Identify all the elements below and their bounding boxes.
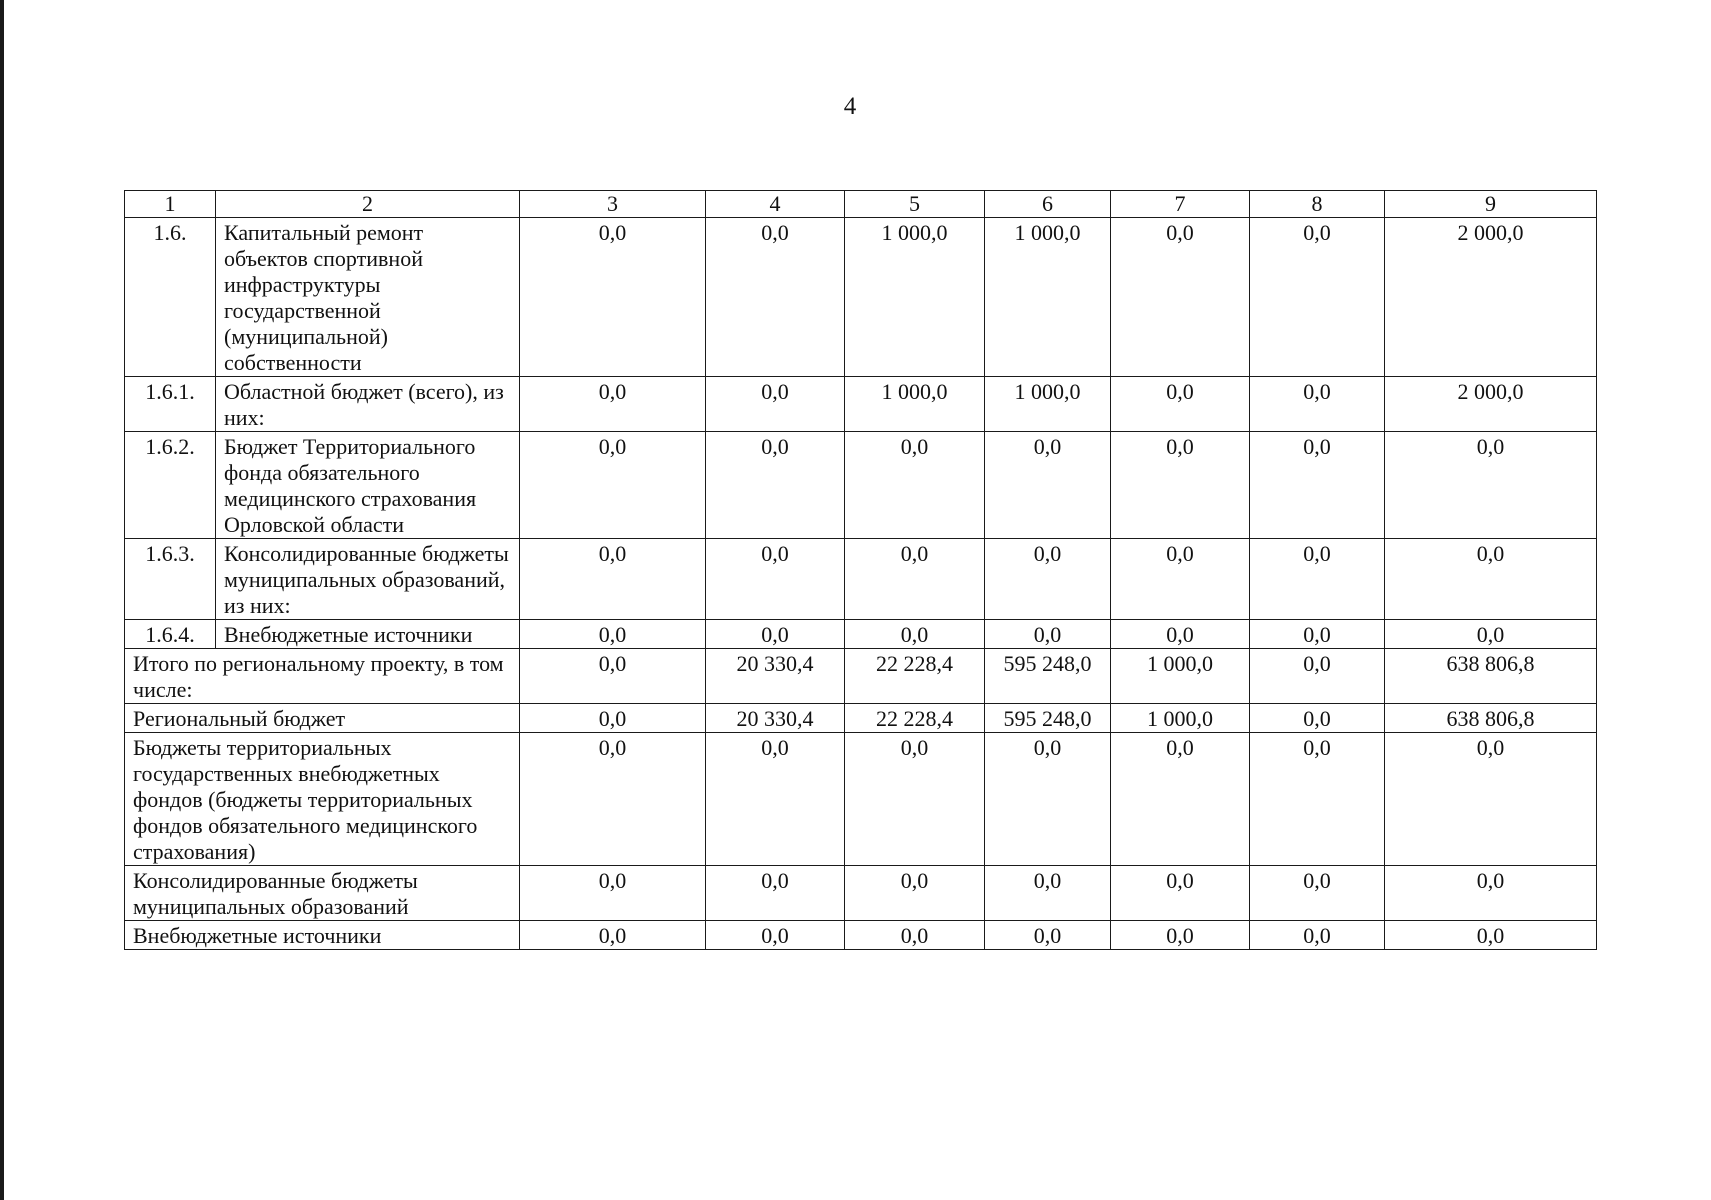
row-name: Внебюджетные источники [216, 620, 520, 649]
row-value-col-9: 2 000,0 [1385, 377, 1597, 432]
row-value-col-7: 0,0 [1111, 620, 1250, 649]
row-value-col-6: 0,0 [985, 620, 1111, 649]
summary-value-col-3: 0,0 [520, 866, 706, 921]
row-value-col-9: 2 000,0 [1385, 218, 1597, 377]
column-header-3: 3 [520, 191, 706, 218]
row-value-col-5: 1 000,0 [845, 218, 985, 377]
summary-row-name: Бюджеты территориальных государственных внебюджетных фондов (бюджеты территориальных фондов обязательного медицинского страхования) [125, 733, 520, 866]
column-header-8: 8 [1250, 191, 1385, 218]
row-value-col-9: 0,0 [1385, 432, 1597, 539]
row-code: 1.6.2. [125, 432, 216, 539]
row-name: Капитальный ремонт объектов спортивной инфраструктуры государственной (муниципальной) собственности [216, 218, 520, 377]
row-value-col-4: 0,0 [706, 539, 845, 620]
row-value-col-3: 0,0 [520, 432, 706, 539]
summary-value-col-7: 1 000,0 [1111, 649, 1250, 704]
summary-value-col-4: 20 330,4 [706, 704, 845, 733]
summary-row [125, 649, 1597, 704]
row-value-col-7: 0,0 [1111, 539, 1250, 620]
summary-value-col-6: 0,0 [985, 921, 1111, 950]
column-header-6: 6 [985, 191, 1111, 218]
row-name: Бюджет Территориального фонда обязательного медицинского страхования Орловской области [216, 432, 520, 539]
row-value-col-4: 0,0 [706, 620, 845, 649]
summary-row-name: Итого по региональному проекту, в том числе: [125, 649, 520, 704]
row-code: 1.6.3. [125, 539, 216, 620]
summary-value-col-3: 0,0 [520, 733, 706, 866]
table-body [125, 191, 1597, 950]
row-value-col-3: 0,0 [520, 620, 706, 649]
column-header-9: 9 [1385, 191, 1597, 218]
summary-row [125, 733, 1597, 866]
summary-value-col-4: 20 330,4 [706, 649, 845, 704]
summary-row-name: Региональный бюджет [125, 704, 520, 733]
summary-value-col-7: 0,0 [1111, 921, 1250, 950]
row-value-col-5: 0,0 [845, 620, 985, 649]
row-value-col-5: 1 000,0 [845, 377, 985, 432]
summary-row [125, 866, 1597, 921]
row-name: Областной бюджет (всего), из них: [216, 377, 520, 432]
summary-value-col-6: 0,0 [985, 866, 1111, 921]
row-value-col-7: 0,0 [1111, 432, 1250, 539]
column-header-1: 1 [125, 191, 216, 218]
summary-row-name: Консолидированные бюджеты муниципальных образований [125, 866, 520, 921]
summary-value-col-8: 0,0 [1250, 733, 1385, 866]
column-header-5: 5 [845, 191, 985, 218]
summary-value-col-9: 638 806,8 [1385, 649, 1597, 704]
table-row [125, 377, 1597, 432]
budget-table [124, 190, 1597, 950]
summary-value-col-8: 0,0 [1250, 704, 1385, 733]
row-value-col-4: 0,0 [706, 218, 845, 377]
summary-value-col-7: 1 000,0 [1111, 704, 1250, 733]
scan-edge-shadow [0, 0, 4, 1200]
summary-row [125, 921, 1597, 950]
row-value-col-5: 0,0 [845, 432, 985, 539]
summary-value-col-3: 0,0 [520, 704, 706, 733]
table-row [125, 432, 1597, 539]
row-value-col-7: 0,0 [1111, 377, 1250, 432]
row-value-col-3: 0,0 [520, 218, 706, 377]
row-value-col-3: 0,0 [520, 539, 706, 620]
summary-value-col-8: 0,0 [1250, 921, 1385, 950]
summary-row [125, 704, 1597, 733]
summary-value-col-4: 0,0 [706, 921, 845, 950]
summary-value-col-5: 22 228,4 [845, 649, 985, 704]
summary-value-col-6: 595 248,0 [985, 704, 1111, 733]
summary-value-col-5: 0,0 [845, 733, 985, 866]
summary-value-col-6: 0,0 [985, 733, 1111, 866]
row-name: Консолидированные бюджеты муниципальных образований, из них: [216, 539, 520, 620]
summary-value-col-3: 0,0 [520, 921, 706, 950]
row-value-col-8: 0,0 [1250, 432, 1385, 539]
summary-row-name: Внебюджетные источники [125, 921, 520, 950]
summary-value-col-5: 22 228,4 [845, 704, 985, 733]
column-header-7: 7 [1111, 191, 1250, 218]
summary-value-col-9: 0,0 [1385, 921, 1597, 950]
row-value-col-7: 0,0 [1111, 218, 1250, 377]
row-value-col-8: 0,0 [1250, 539, 1385, 620]
summary-value-col-8: 0,0 [1250, 649, 1385, 704]
summary-value-col-8: 0,0 [1250, 866, 1385, 921]
summary-value-col-5: 0,0 [845, 921, 985, 950]
summary-value-col-9: 0,0 [1385, 866, 1597, 921]
table-row [125, 218, 1597, 377]
summary-value-col-3: 0,0 [520, 649, 706, 704]
row-value-col-4: 0,0 [706, 432, 845, 539]
row-value-col-6: 1 000,0 [985, 377, 1111, 432]
row-code: 1.6. [125, 218, 216, 377]
summary-value-col-6: 595 248,0 [985, 649, 1111, 704]
row-value-col-6: 0,0 [985, 432, 1111, 539]
row-value-col-4: 0,0 [706, 377, 845, 432]
page-number: 4 [843, 93, 857, 120]
row-value-col-9: 0,0 [1385, 539, 1597, 620]
summary-value-col-4: 0,0 [706, 866, 845, 921]
row-value-col-3: 0,0 [520, 377, 706, 432]
column-header-2: 2 [216, 191, 520, 218]
row-value-col-5: 0,0 [845, 539, 985, 620]
summary-value-col-5: 0,0 [845, 866, 985, 921]
row-value-col-8: 0,0 [1250, 218, 1385, 377]
row-value-col-8: 0,0 [1250, 620, 1385, 649]
table-row [125, 539, 1597, 620]
row-value-col-9: 0,0 [1385, 620, 1597, 649]
summary-value-col-9: 0,0 [1385, 733, 1597, 866]
summary-value-col-4: 0,0 [706, 733, 845, 866]
column-header-4: 4 [706, 191, 845, 218]
summary-value-col-9: 638 806,8 [1385, 704, 1597, 733]
row-value-col-6: 1 000,0 [985, 218, 1111, 377]
summary-value-col-7: 0,0 [1111, 733, 1250, 866]
summary-value-col-7: 0,0 [1111, 866, 1250, 921]
row-code: 1.6.1. [125, 377, 216, 432]
row-value-col-8: 0,0 [1250, 377, 1385, 432]
row-value-col-6: 0,0 [985, 539, 1111, 620]
table-row [125, 620, 1597, 649]
table-header-row [125, 191, 1597, 218]
row-code: 1.6.4. [125, 620, 216, 649]
